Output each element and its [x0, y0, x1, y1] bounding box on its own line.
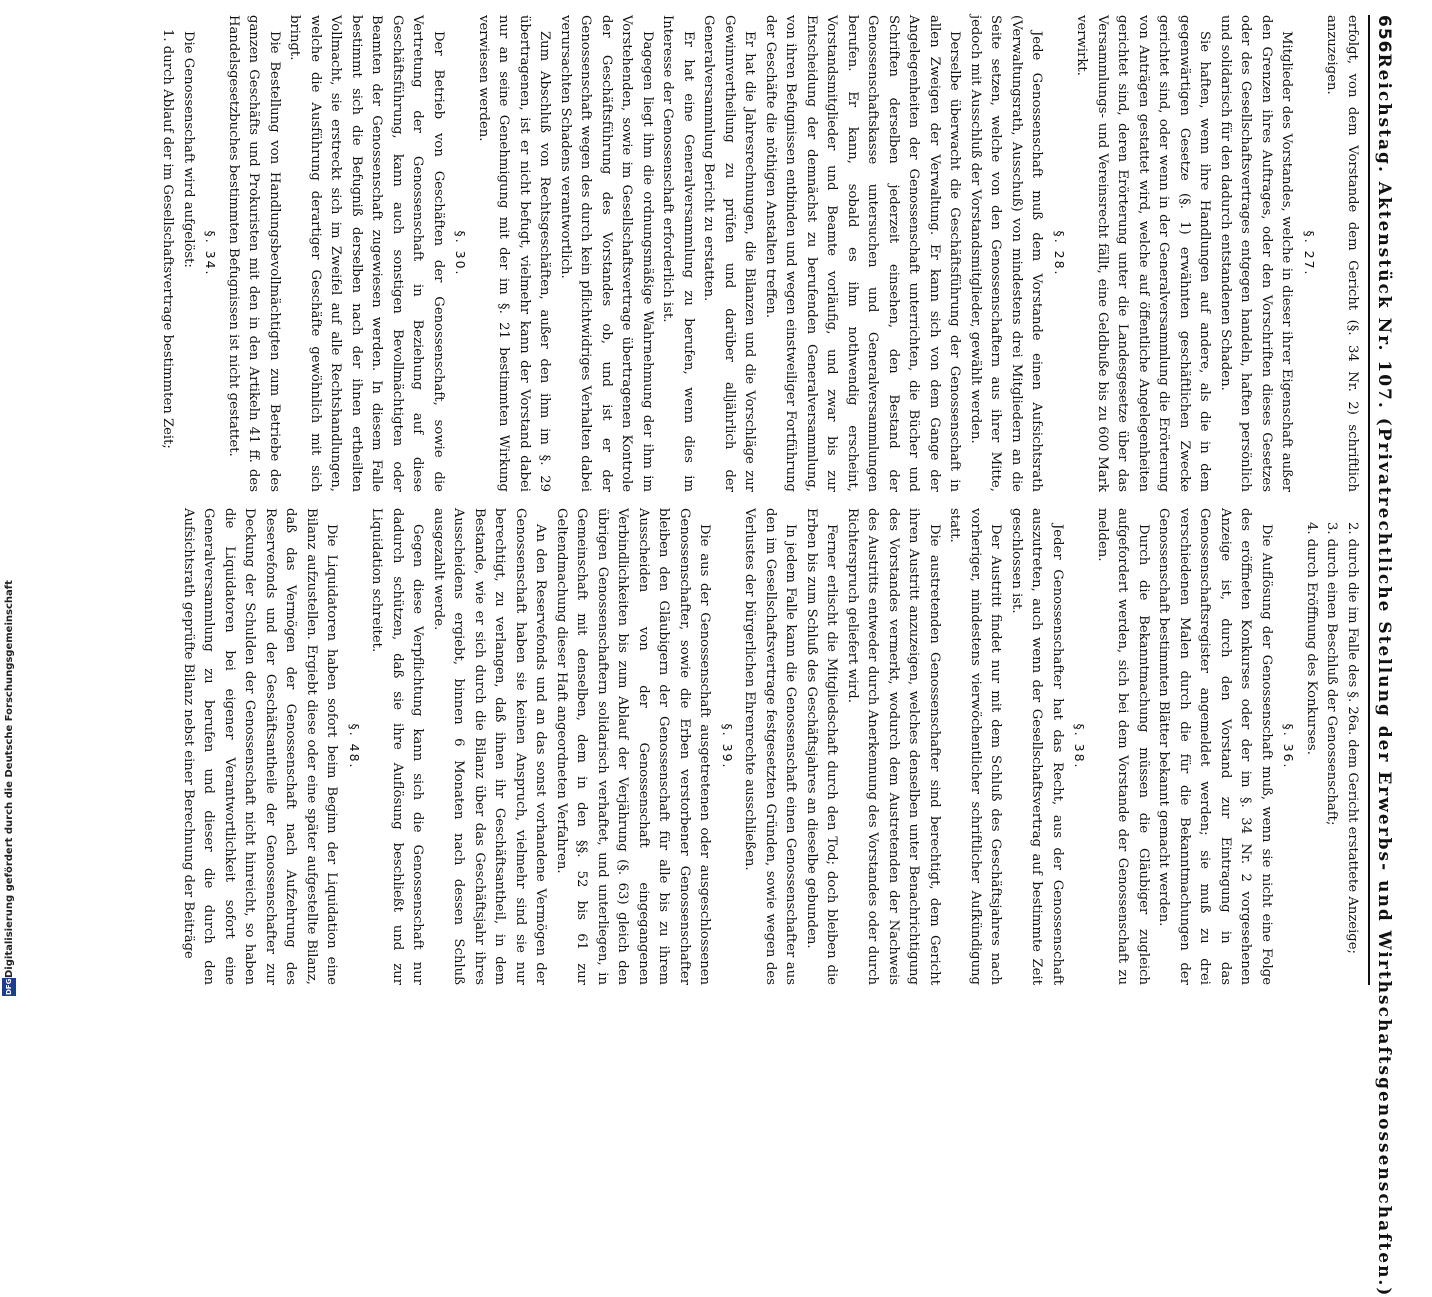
section-heading: §. 34.	[200, 15, 221, 492]
section-heading: §. 36.	[1278, 508, 1299, 985]
paragraph: In jedem Falle kann die Genossenschaft einen Genossenschafter aus den im Gesellschaftsvertrage festgesetzten Gründen, sowie wegen des Verlustes der bürgerlichen Ehrenrechte ausschließen.	[739, 508, 801, 985]
paragraph: Zum Abschluß von Rechtsgeschäften, außer den ihm im §. 29 übertragenen, ist er nicht befugt, vielmehr kann der Vorstand dabei nur an seine Genehmigung mit der im §. 21 bestimmten Wirkung verwiesen werden.	[473, 15, 555, 492]
paragraph: Der Betrieb von Geschäften der Genossenschaft, sowie die Vertretung der Genossenschaft in Beziehung auf diese Geschäftsführung, kann auch sonstigen Bevollmächtigten oder Beamten der Genossenschaft zugewiesen werden. In diesem Falle bestimmt sich die Befugniß derselben nach der ihnen ertheilten Vollmacht, sie erstreckt sich im Zweifel auf alle Rechtshandlungen, welche die Ausführung derartiger Geschäfte gewöhnlich mit sich bringt.	[284, 15, 448, 492]
document-page	[0, 5, 1400, 995]
paragraph: Die Liquidatoren haben sofort beim Beginn der Liquidation eine Bilanz aufzustellen. Ergiebt diese oder eine später aufgestellte Bilanz, daß das Vermögen der Genossenschaft nach Aufzehrung des Reservefonds und der Geschäftsantheile der Genossenschafter zur Deckung der Schulden der Genossenschaft nicht hinreicht, so haben die Liquidatoren bei eigener Verantwortlichkeit sofort eine Generalversammlung zu berufen und dieser die durch den Aufsichtsrath geprüfte Bilanz nebst einer Berechnung der Beiträge	[178, 508, 342, 985]
section-heading: §. 30.	[450, 15, 471, 492]
paragraph: Jede Genossenschaft muß dem Vorstande einen Aufsichtsrath (Verwaltungsrath, Ausschuß) von mindestens drei Mitgliedern an die Seite setzen, welche von den Genossenschaftern aus ihrer Mitte, jedoch mit Ausschluß der Vorstandsmitglieder, gewählt werden.	[965, 15, 1047, 492]
paragraph: Die Genossenschaft wird aufgelöst:	[178, 15, 199, 492]
left-column	[157, 15, 1362, 492]
right-column	[157, 508, 1362, 985]
paragraph: Ferner erlischt die Mitgliedschaft durch den Tod; doch bleiben die Erben bis zum Schluß des Geschäftsjahres an dieselbe gebunden.	[801, 508, 842, 985]
section-heading: §. 39.	[717, 508, 738, 985]
paragraph: Die Bestellung von Handlungsbevollmächtigten zum Betriebe des ganzen Geschäfts und Prokuristen mit den in den Artikeln 41 ff. des Handelsgesetzbuches bestimmten Befugnissen ist nicht gestattet.	[223, 15, 285, 492]
paragraph: Die aus der Genossenschaft ausgetretenen oder ausgeschlossenen Genossenschafter, sowie die Erben verstorbener Genossenschafter bleiben den Gläubigern der Genossenschaft für alle bis zu ihrem Ausscheiden von der Genossenschaft eingegangenen Verbindlichkeiten bis zum Ablauf der Verjährung (§. 63) gleich den übrigen Genossenschaftern solidarisch verhaftet, und unterliegen, in Gemeinschaft mit denselben, dem in den §§. 52 bis 61 zur Geltendmachung dieser Haft angeordneten Verfahren.	[551, 508, 715, 985]
paragraph: Die Auflösung der Genossenschaft muß, wenn sie nicht eine Folge des eröffneten Konkurses oder der im §. 34 Nr. 2 vorgesehenen Anzeige ist, durch den Vorstand zur Eintragung in das Genossenschaftsregister angemeldet werden; sie muß zu drei verschiedenen Malen durch die für die Bekanntmachungen der Genossenschaft bestimmten Blätter bekannt gemacht werden.	[1153, 508, 1276, 985]
paragraph: Der Austritt findet nur mit dem Schluß des Geschäftsjahres nach vorheriger, mindestens vierwöchentlicher schriftlicher Aufkündigung statt.	[944, 508, 1006, 985]
page-number: 656	[1374, 15, 1394, 54]
paragraph: Er hat die Jahresrechnungen, die Bilanzen und die Vorschläge zur Gewinnvertheilung zu prüfen und darüber alljährlich der Generalversammlung Bericht zu erstatten.	[698, 15, 760, 492]
section-heading: §. 27.	[1299, 15, 1320, 492]
text-columns	[157, 15, 1362, 985]
paragraph: Sie haften, wenn ihre Handlungen auf andere, als die in dem gegenwärtigen Gesetze (§. 1) erwähnten geschäftlichen Zwecke gerichtet sind, oder wenn in der Generalversammlung die Erörterung von Anträgen gestattet wird, welche auf öffentliche Angelegenheiten gerichtet sind, deren Erörterung unter die Landesgesetze über das Versammlungs- und Vereinsrecht fällt, eine Geldbuße bis zu 600 Mark verwirkt.	[1071, 15, 1215, 492]
section-heading: §. 48.	[344, 508, 365, 985]
paragraph: Dagegen liegt ihm die ordnungsmäßige Wahrnehmung der ihm im Vorstehenden, sowie im Gesellschaftsvertrage übertragenen Kontrole der Geschäftsführung des Vorstandes ob, und ist er der Genossenschaft wegen des durch kein pflichtwidriges Verhalten dabei verursachten Schadens verantwortlich.	[555, 15, 658, 492]
list-item: 3. durch einen Beschluß der Genossenschaft;	[1321, 508, 1342, 985]
paragraph: Jeder Genossenschafter hat das Recht, aus der Genossenschaft auszutreten, auch wenn der Gesellschaftsvertrag auf bestimmte Zeit geschlossen ist.	[1006, 508, 1068, 985]
list-item: 4. durch Eröffnung des Konkurses.	[1301, 508, 1322, 985]
paragraph: Er hat eine Generalversammlung zu berufen, wenn dies im Interesse der Genossenschaft erforderlich ist.	[657, 15, 698, 492]
section-heading: §. 28.	[1049, 15, 1070, 492]
paragraph: Derselbe überwacht die Geschäftsführung der Genossenschaft in allen Zweigen der Verwaltung. Er kann sich von dem Gange der Angelegenheiten der Genossenschaft unterrichten, die Bücher und Schriften derselben jederzeit einsehen, den Bestand der Genossenschaftskasse untersuchen und Generalversammlungen berufen. Er kann, sobald es ihm nothwendig erscheint, Vorstandsmitglieder und Beamte vorläufig, und zwar bis zur Entscheidung der demnächst zu berufenden Generalversammlung, von ihren Befugnissen entbinden und wegen einstweiliger Fortführung der Geschäfte die nöthigen Anstalten treffen.	[760, 15, 965, 492]
page-title: Reichstag. Aktenstück Nr. 107. (Privatrechtliche Stellung der Erwerbs- und Wirthschaftsgenossenschaften.)	[1374, 54, 1394, 1297]
page-header	[1368, 15, 1394, 985]
section-heading: §. 38.	[1069, 508, 1090, 985]
paragraph: Durch die Bekanntmachung müssen die Gläubiger zugleich aufgefordert werden, sich bei dem Vorstande der Genossenschaft zu melden.	[1092, 508, 1154, 985]
list-item: 1. durch Ablauf der im Gesellschaftsvertrage bestimmten Zeit;	[157, 15, 178, 492]
digitization-note: Digitalisierung gefördert durch die Deutsche Forschungsgemeinschaft	[4, 608, 15, 978]
paragraph: erfolgt, von dem Vorstande dem Gericht (§. 34 Nr. 2) schriftlich anzuzeigen.	[1321, 15, 1362, 492]
list-item: 2. durch die im Falle des §. 26a. dem Gericht erstattete Anzeige;	[1342, 508, 1363, 985]
paragraph: Die austretenden Genossenschafter sind berechtigt, dem Gericht ihren Austritt anzuzeigen, welches denselben unter Benachrichtigung des Vorstandes vermerkt, wodurch dem Austretenden der Nachweis des Austritts entweder durch Anerkennung des Vorstandes oder durch Richterspruch geliefert wird.	[842, 508, 945, 985]
paragraph: Mitglieder des Vorstandes, welche in dieser ihrer Eigenschaft außer den Grenzen ihres Auftrages, oder den Vorschriften dieses Gesetzes oder des Gesellschaftsvertrages entgegen handeln, haften persönlich und solidarisch für den dadurch entstandenen Schaden.	[1215, 15, 1297, 492]
paragraph: An den Reservefonds und an das sonst vorhandene Vermögen der Genossenschaft haben sie keinen Anspruch, vielmehr sind sie nur berechtigt, zu verlangen, daß ihnen ihr Geschäftsantheil, in dem Bestande, wie er sich durch die Bilanz über das Geschäftsjahr ihres Ausscheidens ergiebt, binnen 6 Monaten nach dessen Schluß ausgezahlt werde.	[428, 508, 551, 985]
dfg-logo-icon: DFG	[2, 978, 16, 996]
paragraph: Gegen diese Verpflichtung kann sich die Genossenschaft nur dadurch schützen, daß sie ihre Auflösung beschließt und zur Liquidation schreitet.	[366, 508, 428, 985]
